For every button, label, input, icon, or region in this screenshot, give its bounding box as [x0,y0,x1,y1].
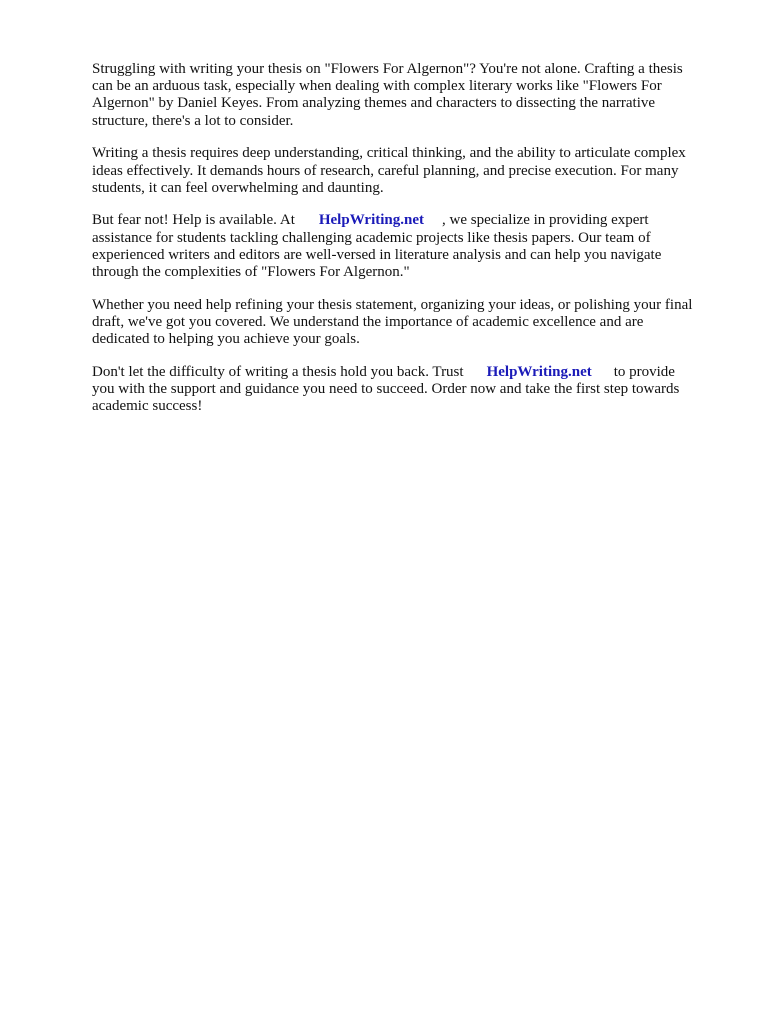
helpwriting-link[interactable]: HelpWriting.net [318,212,424,229]
text-line: through the complexities of "Flowers For Algernon." [92,264,410,281]
text-line: Algernon" by Daniel Keyes. From analyzing themes and characters to dissecting the narrative [92,95,656,112]
text-line: Whether you need help refining your thesis statement, organizing your ideas, or polishing your final [92,296,693,313]
text-line: Struggling with writing your thesis on "Flowers For Algernon"? You're not alone. Crafting a thesis [92,61,683,77]
document-body [92,61,732,431]
paragraph-refining-support [92,297,732,349]
text-line: you with the support and guidance you need to succeed. Order now and take the first step towards [92,381,680,398]
text-line: structure, there's a lot to consider. [92,112,294,129]
text-segment: But fear not! Help is available. At [92,212,295,229]
text-line: assistance for students tackling challenging academic projects like thesis papers. Our team of [92,229,651,246]
text-line: draft, we've got you covered. We understand the importance of academic excellence and are [92,313,644,330]
text-line: academic success! [92,398,203,415]
text-segment: Don't let the difficulty of writing a thesis hold you back. Trust [92,363,464,380]
text-line: experienced writers and editors are well-versed in literature analysis and can help you navigate [92,246,662,263]
paragraph-thesis-requirements [92,145,732,197]
text-segment: , we specialize in providing expert [442,212,649,229]
text-segment: to provide [613,363,675,380]
paragraph-intro [92,61,732,130]
text-line: can be an arduous task, especially when dealing with complex literary works like "Flowers For [92,78,662,95]
text-line: dedicated to helping you achieve your goals. [92,331,360,348]
text-line-with-link [92,364,732,381]
paragraph-call-to-action [92,364,732,416]
text-line: ideas effectively. It demands hours of research, careful planning, and precise execution. For many [92,162,679,179]
text-line-with-link [92,212,732,229]
text-line: Writing a thesis requires deep understanding, critical thinking, and the ability to articulate complex [92,145,686,162]
text-line: students, it can feel overwhelming and daunting. [92,179,384,196]
helpwriting-link[interactable]: HelpWriting.net [486,363,592,380]
paragraph-help-available [92,212,732,281]
